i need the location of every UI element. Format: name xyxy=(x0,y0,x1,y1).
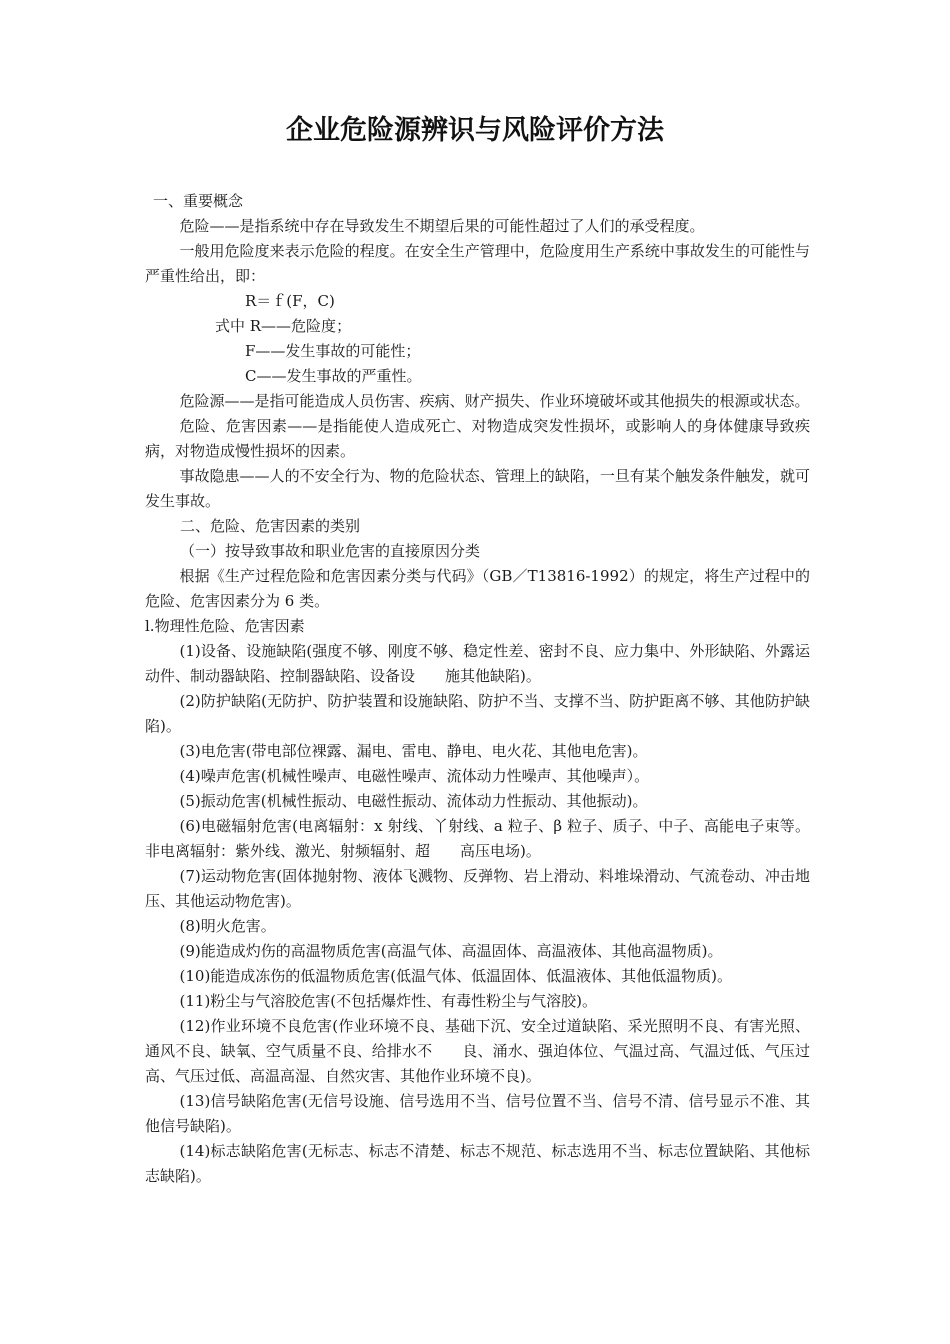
list-item: (10)能造成冻伤的低温物质危害(低温气体、低温固体、低温液体、其他低温物质)。 xyxy=(179,967,732,985)
list-item: (8)明火危害。 xyxy=(179,917,276,935)
paragraph: 事故隐患——人的不安全行为、物的危险状态、管理上的缺陷，一旦有某个触发条件触发，就可发生事故。 xyxy=(145,467,810,510)
paragraph: 根据《生产过程危险和危害因素分类与代码》（GB／T13816-1992）的规定，将生产过程中的危险、危害因素分为 6 类。 xyxy=(145,567,810,610)
list-item: (11)粉尘与气溶胶危害(不包括爆炸性、有毒性粉尘与气溶胶)。 xyxy=(179,992,597,1010)
section-heading: 一、重要概念 xyxy=(153,192,244,210)
category-heading: l.物理性危险、危害因素 xyxy=(145,617,305,635)
list-item: (13)信号缺陷危害(无信号设施、信号选用不当、信号位置不当、信号不清、信号显示不准、其他信号缺陷)。 xyxy=(145,1092,810,1135)
list-item: (4)噪声危害(机械性噪声、电磁性噪声、流体动力性噪声、其他噪声）。 xyxy=(179,767,650,785)
paragraph: 危险、危害因素——是指能使人造成死亡、对物造成突发性损坏，或影响人的身体健康导致疾病，对物造成慢性损坏的因素。 xyxy=(145,417,810,460)
list-item: (7)运动物危害(固体抛射物、液体飞溅物、反弹物、岩上滑动、料堆垛滑动、气流卷动、冲击地压、其他运动物危害)。 xyxy=(145,867,810,910)
document-title: 企业危险源辨识与风险评价方法 xyxy=(286,115,664,146)
list-item: (1)设备、设施缺陷(强度不够、刚度不够、稳定性差、密封不良、应力集中、外形缺陷、外露运动件、制动器缺陷、控制器缺陷、设备设 施其他缺陷)。 xyxy=(145,642,810,685)
list-item: (9)能造成灼伤的高温物质危害(高温气体、高温固体、高温液体、其他高温物质)。 xyxy=(179,942,723,960)
paragraph: 危险——是指系统中存在导致发生不期望后果的可能性超过了人们的承受程度。 xyxy=(179,217,705,235)
list-item: (5)振动危害(机械性振动、电磁性振动、流体动力性振动、其他振动)。 xyxy=(179,792,648,810)
formula-legend: C——发生事故的严重性。 xyxy=(245,367,422,385)
formula: R＝ｆ(F，C) xyxy=(245,292,335,310)
list-item: (2)防护缺陷(无防护、防护装置和设施缺陷、防护不当、支撑不当、防护距离不够、其他防护缺陷)。 xyxy=(145,692,810,735)
list-item: (12)作业环境不良危害(作业环境不良、基础下沉、安全过道缺陷、采光照明不良、有害光照、通风不良、缺氧、空气质量不良、给排水不 良、涌水、强迫体位、气温过高、气温过低、气压过高、气压过低、高温高湿、自然灾害、其他作业环境不良)。 xyxy=(145,1017,810,1085)
paragraph: 危险源——是指可能造成人员伤害、疾病、财产损失、作业环境破坏或其他损失的根源或状态。 xyxy=(179,392,810,410)
list-item: (6)电磁辐射危害(电离辐射：x 射线、丫射线、a 粒子、β 粒子、质子、中子、高能电子束等。非电离辐射：紫外线、激光、射频辐射、超 高压电场)。 xyxy=(145,817,810,860)
section-heading: 二、危险、危害因素的类别 xyxy=(180,517,361,535)
paragraph: 一般用危险度来表示危险的程度。在安全生产管理中，危险度用生产系统中事故发生的可能性与严重性给出，即： xyxy=(145,242,810,285)
list-item: (14)标志缺陷危害(无标志、标志不清楚、标志不规范、标志选用不当、标志位置缺陷、其他标志缺陷)。 xyxy=(145,1142,810,1185)
formula-legend: F——发生事故的可能性； xyxy=(245,342,421,360)
document-body xyxy=(145,189,810,1189)
subsection-heading: （一）按导致事故和职业危害的直接原因分类 xyxy=(180,542,481,560)
list-item: (3)电危害(带电部位裸露、漏电、雷电、静电、电火花、其他电危害)。 xyxy=(179,742,648,760)
formula-legend: 式中 R——危险度； xyxy=(215,317,352,335)
